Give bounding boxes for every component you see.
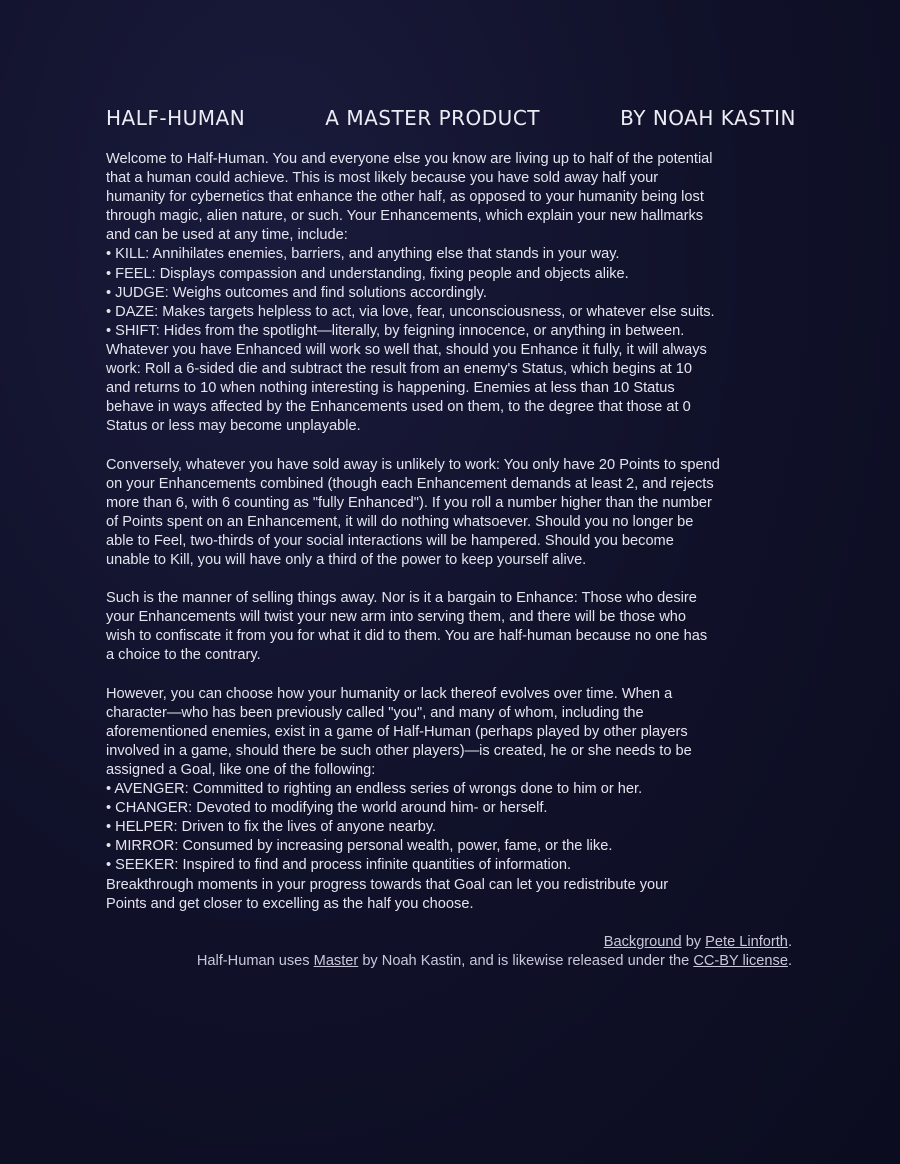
list-item: • KILL: Annihilates enemies, barriers, and anything else that stands in your way. xyxy=(106,246,620,263)
text-line: your Enhancements will twist your new arm into serving them, and there will be those who xyxy=(106,609,686,626)
credits-line-2 xyxy=(197,952,792,971)
text-line: aforementioned enemies, exist in a game of Half-Human (perhaps played by other players xyxy=(106,723,688,740)
text-line: through magic, alien nature, or such. Your Enhancements, which explain your new hallmarks xyxy=(106,208,704,225)
text-line: character—who has been previously called "you", and many of whom, including the xyxy=(106,704,644,721)
credit-text: by Noah Kastin, and is likewise released under the xyxy=(358,953,694,970)
credit-text: . xyxy=(787,934,792,950)
text-line: on your Enhancements combined (though each Enhancement demands at least 2, and rejects xyxy=(106,475,714,492)
list-item: • SHIFT: Hides from the spotlight—literally, by feigning innocence, or anything in between. xyxy=(106,322,685,339)
credits xyxy=(197,933,792,971)
credits-line-1 xyxy=(197,933,792,952)
list-item: • HELPER: Driven to fix the lives of anyone nearby. xyxy=(106,819,437,836)
credit-text: Half-Human uses xyxy=(196,953,314,970)
credit-text: . xyxy=(787,953,792,970)
list-item: • SEEKER: Inspired to find and process infinite quantities of information. xyxy=(106,857,572,874)
text-line: Welcome to Half-Human. You and everyone else you know are living up to half of the potential xyxy=(106,151,713,167)
author: BY NOAH KASTIN xyxy=(620,106,796,130)
text-line: Such is the manner of selling things away. Nor is it a bargain to Enhance: Those who desire xyxy=(106,590,697,607)
title: HALF-HUMAN xyxy=(106,106,246,130)
text-line: more than 6, with 6 counting as "fully Enhanced"). If you roll a number higher than the number xyxy=(106,494,712,511)
paragraph xyxy=(106,685,806,914)
text-line: unable to Kill, you will have only a third of the power to keep yourself alive. xyxy=(106,551,587,568)
subtitle: A MASTER PRODUCT xyxy=(325,106,540,130)
text-line: a choice to the contrary. xyxy=(106,647,261,664)
list-item: • DAZE: Makes targets helpless to act, via love, fear, unconsciousness, or whatever else suits. xyxy=(106,303,715,320)
text-line: behave in ways affected by the Enhancements used on them, to the degree that those at 0 xyxy=(106,399,691,416)
text-line: Conversely, whatever you have sold away is unlikely to work: You only have 20 Points to spend xyxy=(106,456,720,473)
text-line: Whatever you have Enhanced will work so well that, should you Enhance it fully, it will always xyxy=(106,341,707,358)
text-line: Points and get closer to excelling as the half you choose. xyxy=(106,895,474,912)
text-line: involved in a game, should there be such other players)—is created, he or she needs to be xyxy=(106,742,692,759)
credit-text: by xyxy=(681,934,706,950)
pete-linforth-link[interactable]: Pete Linforth xyxy=(705,934,788,950)
list-item: • CHANGER: Devoted to modifying the world around him- or herself. xyxy=(106,800,548,817)
text-line: Breakthrough moments in your progress towards that Goal can let you redistribute your xyxy=(106,876,669,893)
list-item: • MIRROR: Consumed by increasing personal wealth, power, fame, or the like. xyxy=(106,838,613,855)
list-item: • FEEL: Displays compassion and understanding, fixing people and objects alike. xyxy=(106,265,629,282)
list-item: • AVENGER: Committed to righting an endless series of wrongs done to him or her. xyxy=(106,781,643,798)
paragraph xyxy=(106,456,806,571)
text-line: and can be used at any time, include: xyxy=(106,227,348,244)
text-line: work: Roll a 6-sided die and subtract the result from an enemy's Status, which begins at 10 xyxy=(106,361,693,378)
paragraph xyxy=(106,589,806,665)
master-link[interactable]: Master xyxy=(313,953,359,970)
text-line: that a human could achieve. This is most likely because you have sold away half your xyxy=(106,170,659,187)
text-line: However, you can choose how your humanity or lack thereof evolves over time. When a xyxy=(106,685,673,702)
text-line: Status or less may become unplayable. xyxy=(106,418,361,435)
text-line: able to Feel, two-thirds of your social interactions will be hampered. Should you become xyxy=(106,532,674,549)
list-item: • JUDGE: Weighs outcomes and find solutions accordingly. xyxy=(106,284,487,301)
body-text xyxy=(106,150,806,933)
text-line: assigned a Goal, like one of the following: xyxy=(106,762,376,778)
cc-by-license-link[interactable]: CC-BY license xyxy=(693,953,788,970)
page-header xyxy=(106,106,796,130)
text-line: and returns to 10 when nothing interesting is happening. Enemies at less than 10 Status xyxy=(106,380,675,397)
background-link[interactable]: Background xyxy=(603,934,682,950)
text-line: humanity for cybernetics that enhance the other half, as opposed to your humanity being lost xyxy=(106,189,704,206)
paragraph xyxy=(106,150,806,436)
text-line: wish to confiscate it from you for what it did to them. You are half-human because no one has xyxy=(106,628,708,645)
text-line: of Points spent on an Enhancement, it will do nothing whatsoever. Should you no longer be xyxy=(106,513,694,530)
